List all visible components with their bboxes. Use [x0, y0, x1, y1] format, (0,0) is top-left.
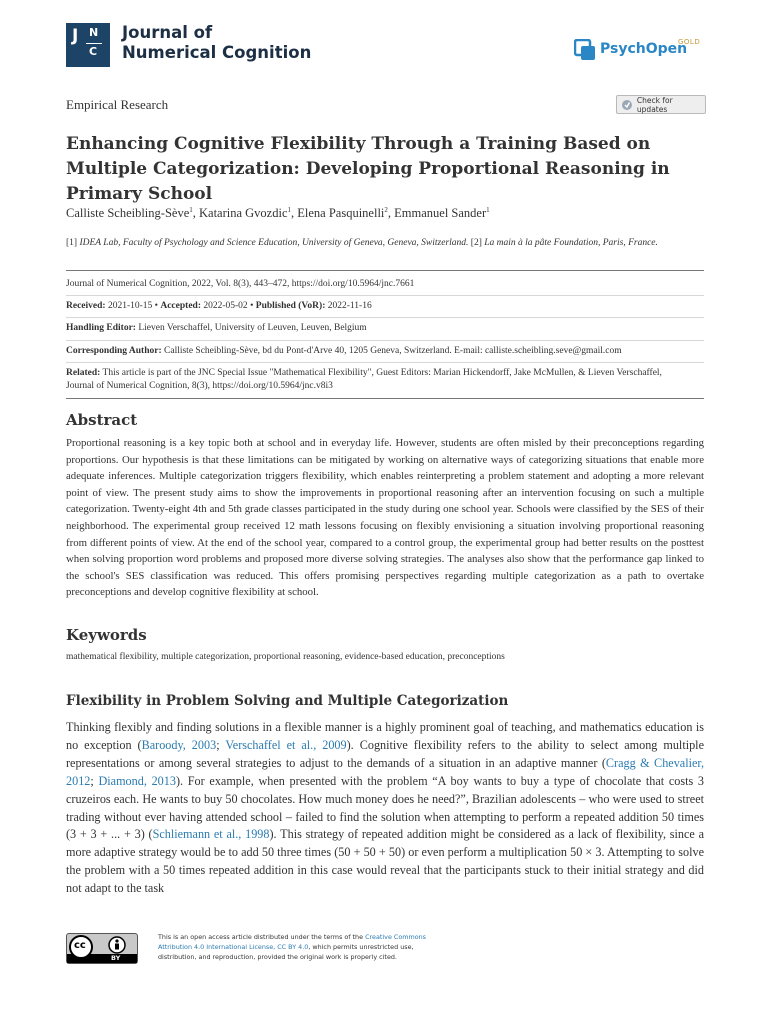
citation-link[interactable]: Verschaffel et al., 2009: [225, 737, 347, 752]
logo-divider: [86, 43, 102, 44]
meta-divider: [66, 317, 704, 318]
author-name: Elena Pasquinelli: [297, 206, 385, 221]
received-label: Received:: [66, 301, 106, 311]
published-date: 2022-11-16: [327, 301, 372, 311]
author-name: Emmanuel Sander: [394, 206, 487, 221]
meta-bottom-rule: [66, 398, 704, 399]
journal-name-line1: Journal of: [122, 23, 213, 42]
logo-letter-c: C: [89, 45, 98, 58]
affil-number: [1]: [66, 238, 78, 248]
citation-link[interactable]: Schliemann et al., 1998: [152, 827, 270, 842]
meta-divider: [66, 340, 704, 341]
meta-divider: [66, 362, 704, 363]
author-affil-sup: 2: [384, 206, 388, 214]
editor-value: Lieven Verschaffel, University of Leuven, Leuven, Belgium: [138, 323, 367, 333]
body-text-run: ;: [90, 773, 99, 788]
journal-name-line2: Numerical Cognition: [122, 43, 312, 62]
article-title: Enhancing Cognitive Flexibility Through a Training Based on Multiple Categorization: Developing Proportional Reasoning in Primary School: [66, 134, 670, 204]
accepted-date: 2022-05-02: [203, 301, 248, 311]
journal-logo: [66, 23, 110, 67]
section-body: [66, 719, 704, 898]
logo-letter-j: J: [72, 26, 79, 46]
author-name: Calliste Scheibling-Sève: [66, 206, 190, 221]
citation-link[interactable]: Diamond, 2013: [98, 773, 176, 788]
related-line: [66, 367, 706, 392]
body-text-run: ). For example, when presented with the problem “A boy wants to buy a type of chocolate that costs 3 cruzeiros each. He wants to buy 50 chocolates. How much money does he need?”, Brazilian adolescents – who were used to street trading without ever having attended school – failed to find the solution when attempting to perform a repeated addition 50 times (3 + 3 + ... + 3) (: [66, 773, 705, 842]
citation-line: Journal of Numerical Cognition, 2022, Vol. 8(3), 443–472, https://doi.org/10.5964/jnc.7661: [66, 279, 415, 289]
related-value: This article is part of the JNC Special Issue "Mathematical Flexibility", Guest Editors: Marian Hickendorff, Jake McMullen, & Lieven Verschaffel,: [102, 368, 662, 378]
body-text-run: Thinking flexibly and finding solutions in a flexible manner is a highly prominent goal of teaching, and mathematics education is no exception (: [66, 720, 704, 752]
publisher-name: PsychOpen: [600, 41, 688, 57]
dates-line: Received: 2021-10-15 • Accepted: 2022-05-02 • Published (VoR): 2022-11-16: [66, 301, 372, 311]
affil-text: IDEA Lab, Faculty of Psychology and Science Education, University of Geneva, Geneva, Switzerland.: [79, 238, 469, 248]
handling-editor-line: [66, 322, 706, 335]
psychopen-icon: [574, 39, 596, 61]
check-updates-icon: [621, 99, 633, 111]
cc-by-badge[interactable]: [66, 933, 138, 964]
body-text-run: ;: [216, 737, 226, 752]
citation-link[interactable]: Baroody, 2003: [141, 737, 217, 752]
section-label: Empirical Research: [66, 97, 169, 112]
keywords-heading: Keywords: [66, 626, 147, 644]
affil-number: [2]: [470, 238, 482, 248]
journal-name: [122, 23, 311, 63]
check-for-updates-label: Check for updates: [636, 95, 673, 114]
body-text-run: ). This strategy of repeated addition might be considered as a lack of flexibility, since a more adaptive strategy would be to add 50 three times (50 + 50 + 50) or even perform a multiplication 50 × 3. Attempting to solve the problem with a 50 times repeated addition in this case would reveal that the participants stuck to their initial strategy and did not adapt to the task: [66, 827, 705, 896]
author-affil-sup: 1: [287, 206, 292, 214]
license-link[interactable]: Creative Commons Attribution 4.0 International License, CC BY 4.0: [158, 933, 427, 951]
body-text-run: ). Cognitive flexibility refers to the ability to select among multiple representations or among several strategies to adjust to the demands of a situation in an adaptive manner (: [66, 737, 704, 770]
logo-letter-n: N: [89, 26, 99, 39]
published-label: Published (VoR):: [255, 301, 326, 311]
license-text-run: , which permits unrestricted use, distribution, and reproduction, provided the original work is properly cited.: [158, 943, 414, 961]
author-affil-sup: 1: [486, 206, 490, 214]
corresponding-author-line: [66, 345, 706, 358]
author-affil-sup: 1: [189, 206, 193, 214]
corr-value[interactable]: Calliste Scheibling-Sève, bd du Pont-d'Arve 40, 1205 Geneva, Switzerland. E-mail: calliste.scheibling.seve@gmail.com: [164, 346, 622, 356]
meta-divider: [66, 295, 704, 296]
editor-label: Handling Editor:: [66, 323, 136, 333]
license-text: [158, 932, 448, 962]
cc-label: cc: [74, 940, 86, 951]
license-text-run: This is an open access article distributed under the terms of the: [158, 933, 366, 941]
author-name: Katarina Gvozdic: [199, 206, 288, 221]
by-label: BY: [111, 954, 121, 962]
abstract-heading: Abstract: [66, 411, 138, 429]
affil-text: La main à la pâte Foundation, Paris, France.: [484, 238, 658, 248]
corr-label: Corresponding Author:: [66, 346, 162, 356]
publisher-tier: GOLD: [678, 38, 701, 46]
author-list: Calliste Scheibling-Sève$^1$, Katarina Gvozdic$^1$, Elena Pasquinelli$^2$, Emmanuel Sander$^1$: [66, 206, 490, 221]
affiliations: [66, 238, 658, 248]
section-heading: Flexibility in Problem Solving and Multiple Categorization: [66, 693, 509, 709]
abstract-text: Proportional reasoning is a key topic both at school and in everyday life. However, students are often misled by their preconceptions regarding proportions. Our hypothesis is that these limitations can be mitigated by working on alternative ways of categorizing situations that enable more adequate inferences. Multiple categorization triggers flexibility, which enables reinterpreting a problem statement and adopting a more relevant point of view. The present study aims to show the improvements in proportional reasoning after an intervention focusing on such a multiple categorization. Twenty-eight 4th and 5th grade classes participated in the study during one school year. Schools were classified by the SES of their neighborhood. The experimental group received 12 math lessons focusing on flexibly envisioning a situation involving proportional reasoning from different points of view. At the end of the school year, compared to a control group, the experimental group had better results on the posttest when solving proportion word problems and proposed more diverse solving strategies. The analyses also show that the performance gap linked to the school's SES classification was reduced. This offers promising perspectives regarding multiple categorization as a path to overtake preconceptions and develop cognitive flexibility at school.: [66, 437, 704, 599]
accepted-label: Accepted:: [160, 301, 201, 311]
keywords-text: mathematical flexibility, multiple categorization, proportional reasoning, evidence-based education, preconceptions: [66, 652, 505, 662]
related-value-line2[interactable]: Journal of Numerical Cognition, 8(3), https://doi.org/10.5964/jnc.v8i3: [66, 380, 333, 391]
check-for-updates-button[interactable]: [616, 95, 706, 114]
received-date: 2021-10-15: [107, 301, 153, 311]
related-label: Related:: [66, 368, 101, 378]
citation-link[interactable]: Cragg & Chevalier, 2012: [66, 755, 704, 788]
meta-top-rule: [66, 270, 704, 271]
